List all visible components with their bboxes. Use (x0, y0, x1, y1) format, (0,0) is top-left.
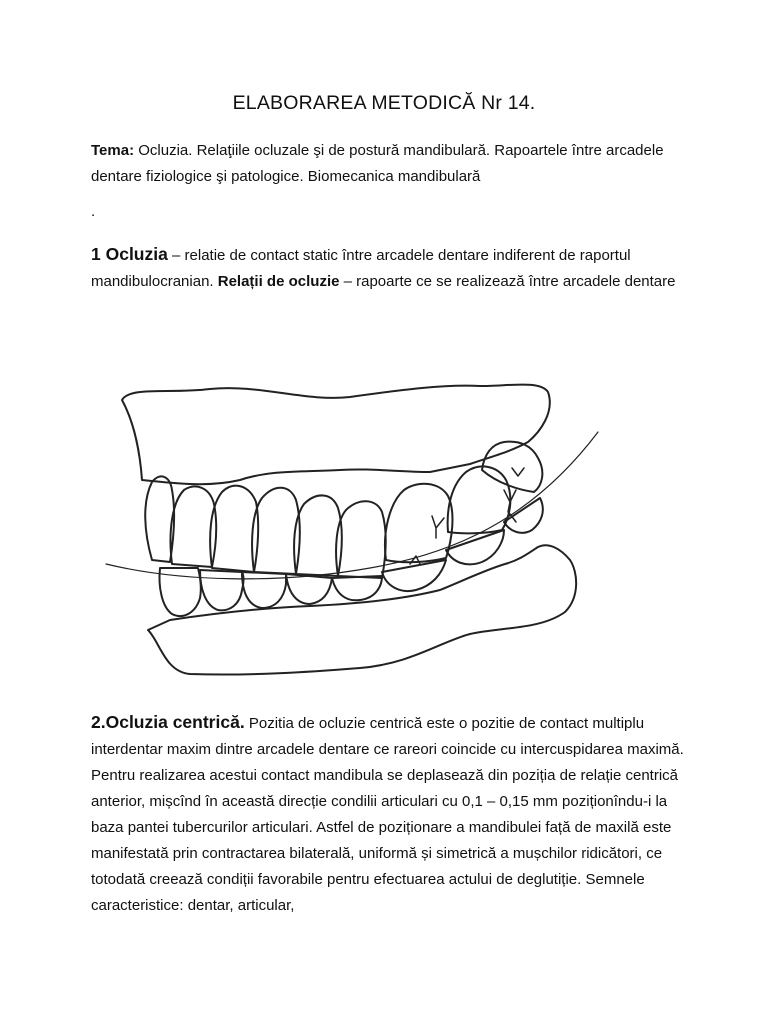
upper-tooth (252, 488, 300, 574)
upper-tooth (210, 486, 258, 572)
lower-tooth (160, 568, 201, 616)
document-title: ELABORAREA METODICĂ Nr 14. (232, 92, 536, 114)
lower-tooth (382, 560, 446, 591)
cusp-marker (432, 516, 444, 538)
section1-heading: 1 Ocluzia (91, 244, 168, 264)
theme-text: Ocluzia. Relaţiile ocluzale şi de postură mandibulară. Rapoartele între arcadele dentare fiziologice şi patologice. Biomecanica mandibulară (91, 142, 664, 185)
section1-paragraph (91, 241, 691, 295)
section2-heading: 2.Ocluzia centrică. (91, 712, 245, 732)
upper-gum-outline (122, 385, 550, 485)
upper-tooth (448, 466, 511, 533)
lower-tooth (332, 576, 382, 600)
upper-tooth (171, 486, 217, 567)
upper-tooth (385, 484, 453, 562)
theme-label: Tema: (91, 142, 135, 159)
lower-tooth (200, 570, 244, 610)
lower-tooth (286, 574, 332, 604)
theme-paragraph (91, 138, 691, 190)
section1-text-b: – rapoarte ce se realizează între arcadele dentare (339, 273, 676, 290)
stray-dot: . (91, 203, 96, 220)
section2-paragraph (91, 709, 696, 919)
upper-tooth (294, 495, 342, 576)
dental-occlusion-drawing (100, 372, 605, 688)
section1-term: Relații de ocluzie (217, 273, 340, 290)
section2-text: Pozitia de ocluzie centrică este o pozitie de contact multiplu interdentar maxim dintre arcadele dentare ce rareori coincide cu intercuspidarea maximă. Pentru realizarea acestui contact mandibula se deplasează din poziția de relație centrică anterior, mișcînd în această direcție condilii articulari cu 0,1 – 0,15 mm poziționîndu-i la baza pantei tubercurilor articulari. Astfel de poziționare a mandibulei față de maxilă este manifestată prin contractarea bilaterală, uniformă și simetrică a mușchilor ridicători, ce totodată creează condiții favorabile pentru efectuarea actului de deglutiție. Semnele caracteristice: dentar, articular, (91, 715, 684, 914)
lower-tooth (242, 572, 286, 608)
cusp-marker (512, 468, 524, 476)
section1-text-a: – relatie de contact static între arcadele dentare indiferent de raportul mandibulocranian. (91, 247, 631, 290)
